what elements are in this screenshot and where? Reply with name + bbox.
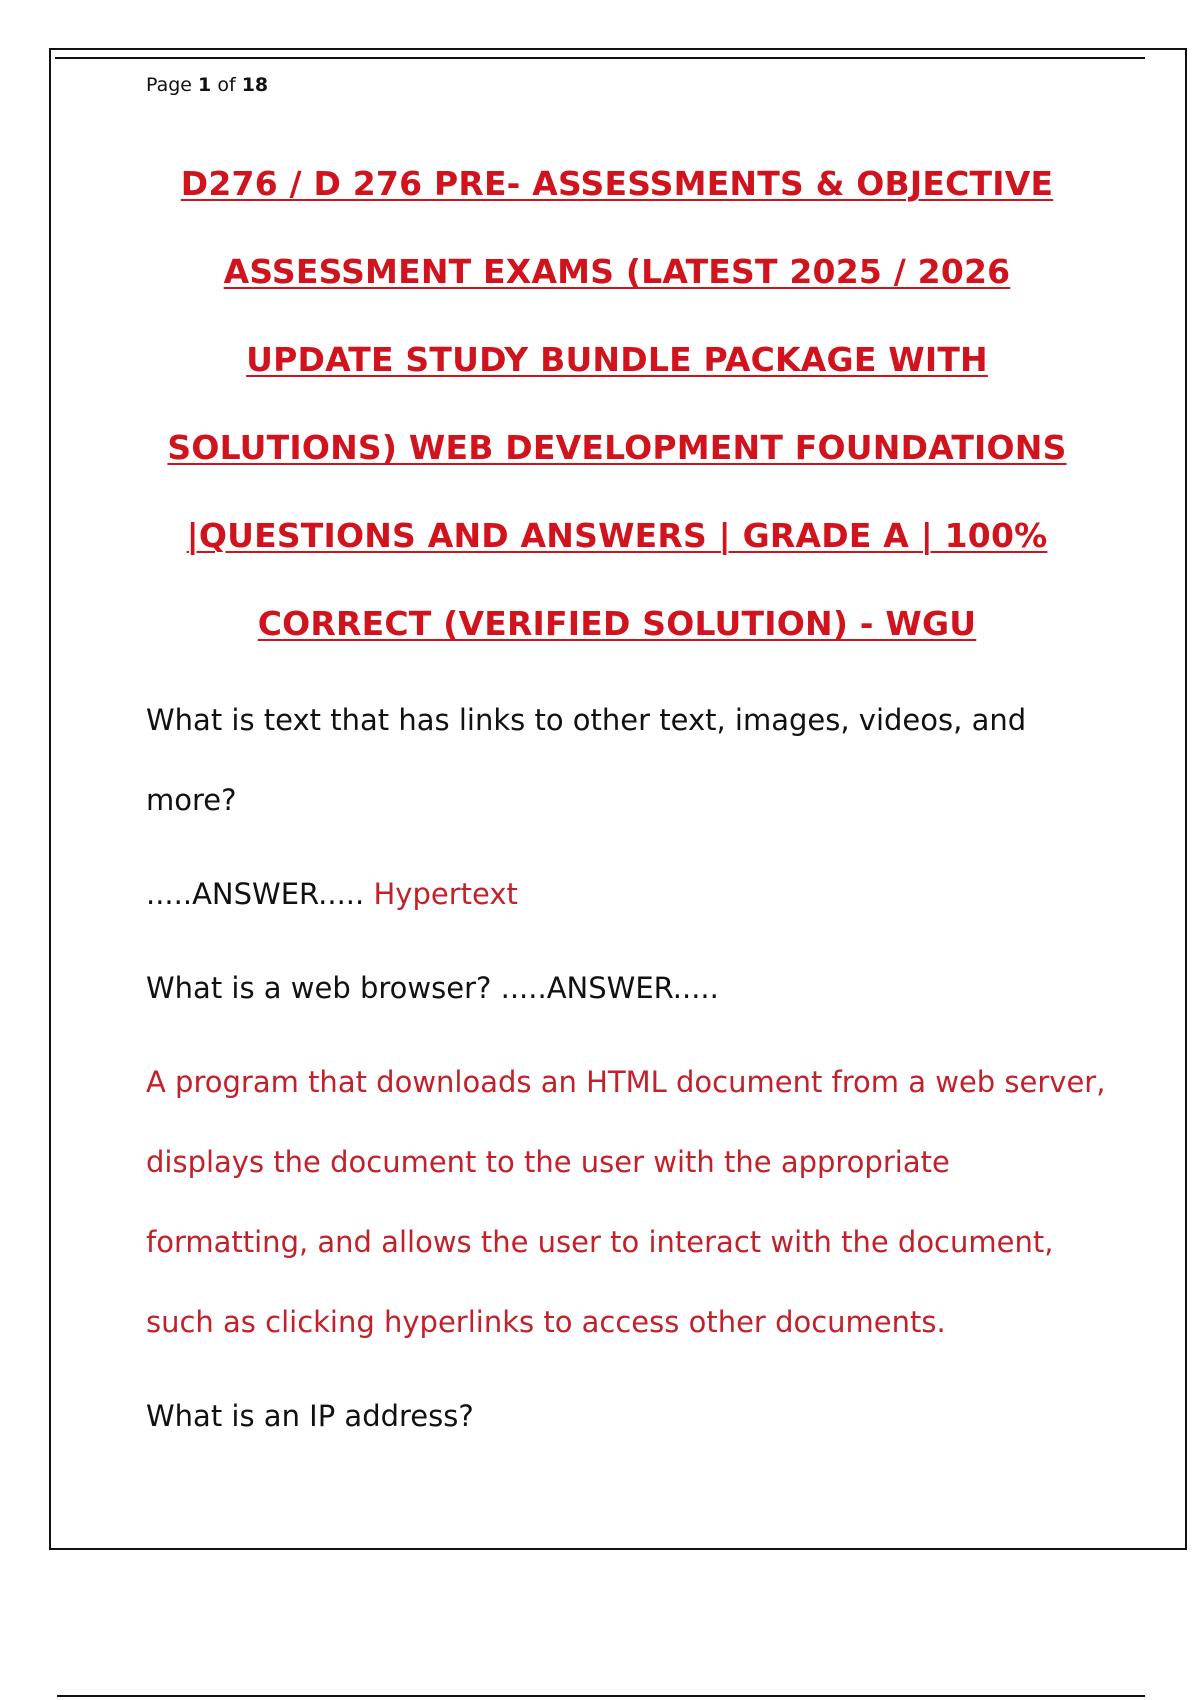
bottom-rule [57,1695,1145,1697]
page-of: of [217,74,236,96]
answer-1: Hypertext [373,877,518,911]
page-total: 18 [241,74,269,96]
answer-marker-2: .....ANSWER..... [500,971,719,1005]
answer-marker-1: .....ANSWER..... [146,877,365,911]
question-2: What is a web browser? [146,971,492,1005]
document-title: D276 / D 276 PRE- ASSESSMENTS & OBJECTIVE ASSESSMENT EXAMS (LATEST 2025 / 2026 UPDATE STUDY BUNDLE PACKAGE WITH SOLUTIONS) WEB DEVELOPMENT FOUNDATIONS |QUESTIONS AND ANSWERS | GRADE A | 100% CORRECT (VERIFIED SOLUTION) - WGU [167,164,1067,643]
page-counter [146,74,268,96]
page-label: Page [146,74,192,96]
question-3: What is an IP address? [146,1399,474,1433]
answer-line-1 [146,854,1106,934]
question-1: What is text that has links to other text, images, videos, and more? [146,703,1027,817]
page-current: 1 [198,74,212,96]
top-rule [55,57,1145,59]
qa-content [146,680,1106,1456]
answer-2: A program that downloads an HTML document from a web server, displays the document to the user with the appropriate formatting, and allows the user to interact with the document, such as clicking hyperlinks to access other documents. [146,1065,1106,1339]
question-line-2 [146,948,1106,1028]
